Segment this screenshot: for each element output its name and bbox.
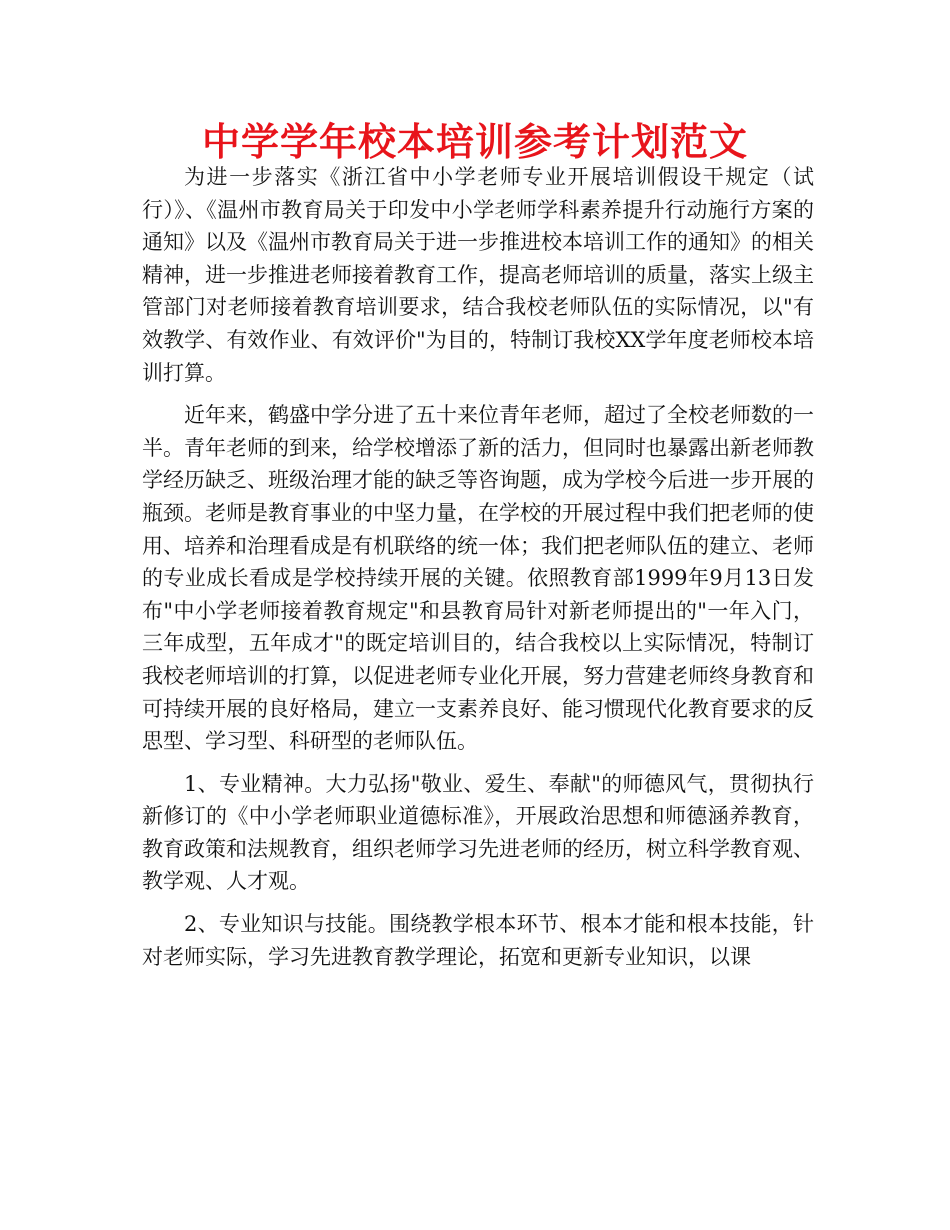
paragraph-professional-spirit: 1、专业精神。大力弘扬"敬业、爱生、奉献"的师德风气，贯彻执行新修订的《中小学老师职业道德标准》，开展政治思想和师德涵养教育，教育政策和法规教育，组织老师学习先进老师的经历，树立科学教育观、教学观、人才观。 bbox=[142, 771, 814, 894]
document-title: 中学学年校本培训参考计划范文 bbox=[201, 120, 748, 164]
paragraph-intro: 为进一步落实《浙江省中小学老师专业开展培训假设干规定（试行）》、《温州市教育局关于印发中小学老师学科素养提升行动施行方案的通知》以及《温州市教育局关于进一步推进校本培训工作的通知》的相关精神，进一步推进老师接着教育工作，提高老师培训的质量，落实上级主管部门对老师接着教育培训要求，结合我校老师队伍的实际情况，以"有效教学、有效作业、有效评价"为目的，特制订我校XX学年度老师校本培训打算。 bbox=[142, 165, 814, 385]
paragraph-background: 近年来，鹤盛中学分进了五十来位青年老师，超过了全校老师数的一半。青年老师的到来，给学校增添了新的活力，但同时也暴露出新老师教学经历缺乏、班级治理才能的缺乏等咨询题，成为学校今后进一步开展的瓶颈。老师是教育事业的中坚力量，在学校的开展过程中我们把老师的使用、培养和治理看成是有机联络的统一体；我们把老师队伍的建立、老师的专业成长看成是学校持续开展的关键。依照教育部1999年9月13日发布"中小学老师接着教育规定"和县教育局针对新老师提出的"一年入门，三年成型，五年成才"的既定培训目的，结合我校以上实际情况，特制订我校老师培训的打算，以促进老师专业化开展，努力营建老师终身教育和可持续开展的良好格局，建立一支素养良好、能习惯现代化教育要求的反思型、学习型、科研型的老师队伍。 bbox=[142, 403, 814, 754]
paragraph-professional-knowledge: 2、专业知识与技能。围绕教学根本环节、根本才能和根本技能，针对老师实际，学习先进教育教学理论，拓宽和更新专业知识，以课 bbox=[142, 912, 814, 969]
document-body bbox=[142, 161, 814, 983]
